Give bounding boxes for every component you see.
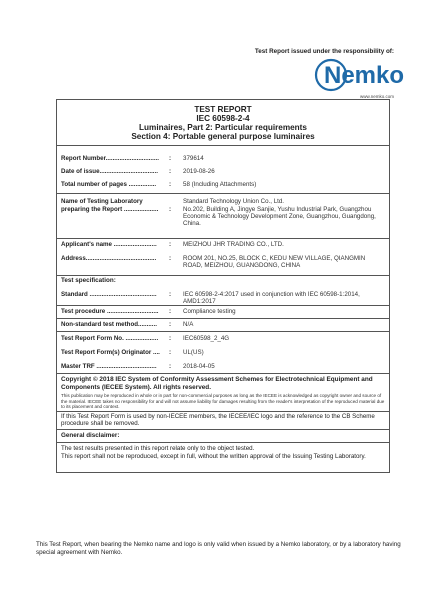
date-value: 2019-08-26 — [183, 168, 215, 175]
applicant-address: ROOM 201, NO.25, BLOCK C, KEDU NEW VILLAGE, QIANGMIN ROAD, MEIZHOU, GUANGDONG, CHINA — [183, 255, 366, 270]
pages-label: Total number of pages ................ — [61, 181, 157, 188]
date-label: Date of issue.................................. — [61, 168, 158, 175]
master-trf-value: 2018-04-05 — [183, 363, 215, 370]
divider — [57, 275, 389, 276]
divider — [57, 442, 389, 443]
colon: : — [169, 321, 172, 328]
colon: : — [169, 349, 172, 356]
disclaimer-line2: This report shall not be reproduced, except in full, without the written approval of the Issuing Testing Laboratory. — [61, 453, 366, 460]
colon: : — [169, 308, 172, 315]
nonstd-label: Non-standard test method........... — [61, 321, 157, 328]
nonstd-value: N/A — [183, 321, 194, 328]
divider — [57, 411, 389, 412]
footer-validity-note: This Test Report, when bearing the Nemko name and logo is only valid when issued by a Nemko laboratory, or by a laboratory having special agreement with Nemko. — [36, 541, 401, 556]
copyright-notice: This publication may be reproduced in whole or in part for non-commercial purposes as long as the IECEE is acknowledged as copyright owner and source of the material. IECEE takes no responsibility for and will not assume liability for damages resulting from the reader's interpretation of the reproduced material due to its placement and context. — [61, 393, 385, 410]
colon: : — [169, 241, 172, 248]
nemko-logo — [314, 56, 405, 94]
report-cover-frame — [56, 99, 390, 473]
trf-label: Test Report Form No. ................... — [61, 335, 159, 342]
divider — [57, 193, 389, 194]
master-trf-label: Master TRF ................................... — [61, 363, 157, 370]
logo-url: www.nemko.com — [359, 94, 394, 99]
trf-value: IEC60598_2_4G — [183, 335, 230, 342]
colon: : — [169, 255, 172, 262]
divider — [57, 331, 389, 332]
colon: : — [169, 291, 172, 298]
standard-label: Standard ....................................... — [61, 291, 157, 298]
standard-value: IEC 60598-2-4:2017 used in conjunction with IEC 60598-1:2014, AMD1:2017 — [183, 291, 360, 306]
disclaimer-heading: General disclaimer: — [61, 432, 120, 439]
colon: : — [169, 168, 172, 175]
lab-name: Standard Technology Union Co., Ltd. — [183, 198, 285, 205]
disclaimer-line1: The test results presented in this report relate only to the object tested. — [61, 445, 255, 452]
responsibility-statement: Test Report issued under the responsibility of: — [254, 48, 394, 55]
title-block — [57, 100, 389, 146]
colon: : — [169, 181, 172, 188]
lab-label-2: preparing the Report .................... — [61, 205, 159, 213]
section-title: Section 4: Portable general purpose luminaires — [131, 132, 315, 141]
part-title: Luminaires, Part 2: Particular requirements — [139, 123, 307, 132]
colon: : — [169, 363, 172, 370]
originator-value: UL(US) — [183, 349, 204, 356]
applicant-name: MEIZHOU JHR TRADING CO., LTD. — [183, 241, 284, 248]
divider — [57, 429, 389, 430]
colon: : — [169, 155, 172, 162]
divider — [57, 373, 389, 374]
colon: : — [169, 335, 172, 342]
colon: : — [169, 205, 172, 213]
divider — [57, 305, 389, 306]
report-number-value: 379614 — [183, 155, 204, 162]
report-title: TEST REPORT — [194, 105, 252, 114]
copyright-note: If this Test Report Form is used by non-IECEE members, the IECEE/IEC logo and the reference to the CB Scheme procedure shall be removed. — [61, 413, 375, 428]
logo-text: Nemko — [324, 62, 405, 89]
standard-title: IEC 60598-2-4 — [196, 114, 250, 123]
report-number-label: Report Number............................... — [61, 155, 159, 162]
lab-address: No.202, Building A, Jingye Sanjie, Yushu Industrial Park, Guangzhou Economic & Technology Development Zone, Guangzhou, Guangdong, China. — [183, 205, 376, 228]
lab-label-1: Name of Testing Laboratory — [61, 198, 143, 205]
divider — [57, 238, 389, 239]
copyright-heading: Copyright © 2018 IEC System of Conformity Assessment Schemes for Electrotechnical Equipment and Components (IECEE System). All rights reserved. — [61, 376, 373, 391]
pages-value: 58 (Including Attachments) — [183, 181, 257, 188]
nemko-logo-graphic — [314, 56, 405, 94]
test-spec-heading: Test specification: — [61, 277, 116, 284]
originator-label: Test Report Form(s) Originator .... — [61, 349, 160, 356]
divider — [57, 318, 389, 319]
procedure-value: Compliance testing — [183, 308, 236, 315]
address-label: Address......................................... — [61, 255, 157, 262]
procedure-label: Test procedure .............................. — [61, 308, 159, 315]
applicant-label: Applicant's name ......................... — [61, 241, 157, 248]
